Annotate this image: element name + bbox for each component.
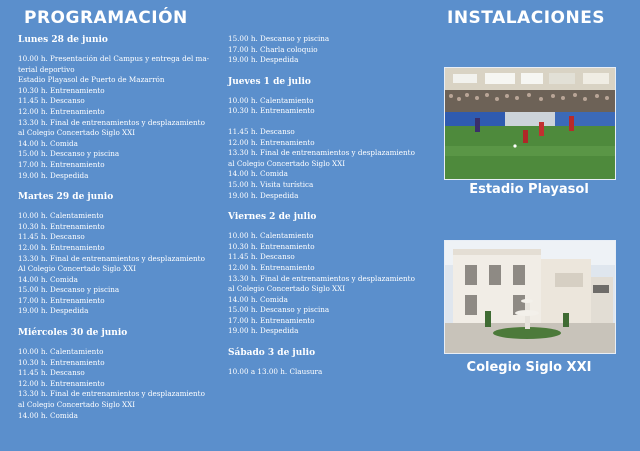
schedule-item: 13.30 h. Final de entrenamientos y desplazamiento Al Colegio Concertado Siglo XXI [18, 253, 205, 274]
schedule-item: 12.00 h. Entrenamiento [228, 137, 315, 147]
schedule-item: 13.30 h. Final de entrenamientos y desplazamiento al Colegio Concertado Siglo XXI [18, 389, 205, 410]
schedule-item: 11.45 h. Descanso [18, 96, 85, 106]
schedule-item: 15.00 h. Descanso y piscina [228, 34, 330, 43]
day-heading: Viernes 2 de julio [228, 212, 317, 223]
schedule-item: 13.30 h. Final de entrenamientos y desplazamiento al Colegio Concertado Siglo XXI [18, 117, 205, 138]
schedule-item: 12.00 h. Entrenamiento [18, 242, 105, 252]
schedule-item: 17.00 h. Entrenamiento [18, 295, 105, 305]
schedule-item: 19.00 h. Despedida [228, 55, 299, 65]
schedule-item: Estadio Playasol de Puerto de Mazarrón [18, 75, 165, 85]
spacer [228, 117, 428, 127]
schedule-item: 14.00 h. Comida [228, 169, 288, 179]
programacion-heading: PROGRAMACIÓN [24, 8, 188, 28]
schedule-item: 11.45 h. Descanso [18, 232, 85, 242]
schedule-item: 19.00 h. Despedida [18, 170, 89, 180]
schedule-item: 10.00 h. Calentamiento [18, 211, 104, 221]
schedule-item: 10.00 h. Calentamiento [228, 231, 314, 241]
schedule-item: 10.00 h. Presentación del Campus y entrega del ma- terial deportivo [18, 54, 210, 74]
schedule-column-2 [228, 34, 428, 388]
schedule-item: 15.00 h. Visita turística [228, 179, 314, 189]
schedule-item: 13.30 h. Final de entrenamientos y desplazamiento al Colegio Concertado Siglo XXI [228, 273, 415, 294]
schedule-item: 10.30 h. Entrenamiento [228, 106, 315, 116]
schedule-item: 14.00 h. Comida [228, 294, 288, 304]
schedule-item: 10.30 h. Entrenamiento [18, 221, 105, 231]
schedule-item: 17.00 h. Entrenamiento [228, 315, 315, 325]
stadium-caption: Estadio Playasol [469, 182, 589, 197]
day-section [228, 347, 428, 378]
day-heading: Miércoles 30 de junio [18, 328, 128, 339]
schedule-item: 14.00 h. Comida [18, 138, 78, 148]
day-section [228, 76, 428, 201]
day-heading: Sábado 3 de julio [228, 348, 316, 359]
schedule-column-1 [18, 34, 218, 431]
schedule-item: 10.00 a 13.00 h. Clausura [228, 367, 323, 377]
schedule-item: 12.00 h. Entrenamiento [18, 106, 105, 116]
schedule-item: 12.00 h. Entrenamiento [228, 262, 315, 272]
day-heading: Martes 29 de junio [18, 192, 114, 203]
schedule-item: 15.00 h. Descanso y piscina [18, 285, 120, 295]
day-section [18, 327, 218, 421]
school-photo [444, 240, 616, 354]
schedule-item: 10.00 h. Calentamiento [228, 95, 314, 105]
schedule-item: 14.00 h. Comida [18, 410, 78, 420]
schedule-item: 11.45 h. Descanso [228, 252, 295, 262]
schedule-item: 17.00 h. Charla coloquio [228, 44, 318, 54]
day-section [228, 211, 428, 337]
schedule-item: 13.30 h. Final de entrenamientos y desplazamiento al Colegio Concertado Siglo XXI [228, 148, 415, 168]
schedule-item: 19.00 h. Despedida [18, 306, 89, 316]
schedule-item: 14.00 h. Comida [18, 274, 78, 284]
schedule-item: 10.30 h. Entrenamiento [228, 241, 315, 251]
instalaciones-heading: INSTALACIONES [447, 8, 606, 28]
schedule-item: 19.00 h. Despedida [228, 326, 299, 336]
schedule-item: 12.00 h. Entrenamiento [18, 378, 105, 388]
day-heading: Lunes 28 de junio [18, 35, 108, 45]
schedule-item: 19.00 h. Despedida [228, 190, 299, 200]
schedule-item: 10.00 h. Calentamiento [18, 347, 104, 357]
school-caption: Colegio Siglo XXI [466, 360, 592, 375]
schedule-item: 15.00 h. Descanso y piscina [18, 149, 120, 159]
day-section [18, 34, 218, 181]
schedule-item: 15.00 h. Descanso y piscina [228, 305, 330, 315]
schedule-item: 17.00 h. Entrenamiento [18, 159, 105, 169]
schedule-item: 10.30 h. Entrenamiento [18, 357, 105, 367]
day-section [18, 191, 218, 317]
schedule-item: 11.45 h. Descanso [18, 368, 85, 378]
day-heading: Jueves 1 de julio [228, 76, 311, 87]
stadium-photo [444, 67, 616, 180]
schedule-item: 10.30 h. Entrenamiento [18, 85, 105, 95]
schedule-item: 11.45 h. Descanso [228, 126, 295, 136]
day-continuation [228, 34, 428, 66]
